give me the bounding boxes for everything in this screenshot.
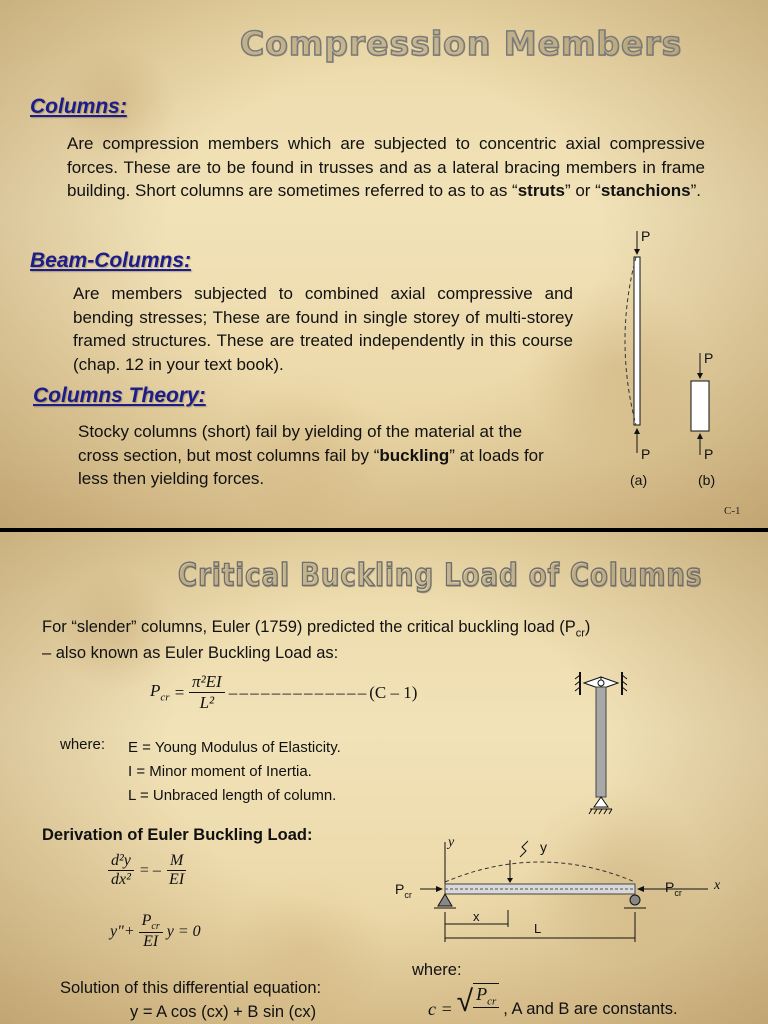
intro-line2: – also known as Euler Buckling Load as: bbox=[42, 644, 339, 662]
deflected-curve bbox=[445, 862, 635, 882]
euler-column-figure bbox=[570, 667, 640, 817]
eq2-suffix: y = 0 bbox=[166, 922, 201, 940]
definitions-list bbox=[128, 736, 341, 808]
formula-lhs-sub: cr bbox=[160, 691, 170, 704]
slide-critical-buckling bbox=[0, 532, 768, 1024]
pcr-right-text: P bbox=[665, 879, 675, 895]
formula-numerator: π²EI bbox=[189, 672, 225, 693]
euler-column bbox=[596, 687, 606, 797]
formula-dashes: – – – – – – – – – – – – – bbox=[228, 682, 366, 702]
column-a bbox=[634, 257, 640, 425]
buckling-term: buckling bbox=[379, 445, 450, 465]
columns-text-mid: ” or “ bbox=[564, 181, 601, 200]
eq1-num-left: d²y bbox=[108, 852, 134, 871]
beam-x-dim-label: x bbox=[473, 909, 480, 924]
formula-tag: (C – 1) bbox=[369, 682, 418, 702]
formula-equals: = bbox=[173, 682, 186, 702]
eq1-num-right: M bbox=[167, 852, 186, 871]
columns-text-end: ”. bbox=[690, 181, 701, 200]
load-label-a-top: P bbox=[641, 228, 651, 244]
slide-title: Compression Members bbox=[240, 24, 683, 63]
eq1-equals: = – bbox=[139, 861, 161, 879]
formula-lhs: P bbox=[150, 681, 161, 701]
intro-subscript: cr bbox=[575, 627, 585, 640]
solution-equation: y = A cos (cx) + B sin (cx) bbox=[130, 1003, 317, 1021]
load-label-b-bottom: P bbox=[704, 446, 714, 462]
theory-text-end: ” at loads for less then yielding forces. bbox=[78, 445, 544, 488]
c-symbol: c = bbox=[428, 999, 453, 1019]
struts-term: struts bbox=[517, 181, 565, 200]
column-b bbox=[691, 381, 709, 431]
beam-columns-heading: Beam-Columns: bbox=[30, 249, 192, 272]
pcr-left-text: P bbox=[395, 881, 405, 897]
c-definition bbox=[428, 979, 678, 1020]
intro-line1: For “slender” columns, Euler (1759) predicted the critical buckling load (P bbox=[42, 618, 576, 636]
c-num-sub: cr bbox=[487, 995, 497, 1008]
load-label-a-bottom: P bbox=[641, 446, 651, 462]
load-label-b-top: P bbox=[704, 350, 714, 366]
formula-fraction bbox=[189, 672, 225, 713]
eq2-den: EI bbox=[143, 933, 159, 951]
columns-theory-paragraph bbox=[78, 420, 566, 491]
where-label-2: where: bbox=[412, 961, 462, 979]
beam-pcr-left bbox=[395, 881, 412, 900]
formula-denominator: L² bbox=[199, 693, 215, 712]
intro-text bbox=[42, 618, 732, 639]
definition-L: L = Unbraced length of column. bbox=[128, 787, 337, 804]
definition-I: I = Minor moment of Inertia. bbox=[128, 763, 312, 780]
derivation-heading: Derivation of Euler Buckling Load: bbox=[42, 826, 313, 844]
stanchions-term: stanchions bbox=[600, 181, 691, 200]
euler-formula bbox=[150, 672, 417, 713]
beam-columns-paragraph: Are members subjected to combined axial compressive and bending stresses; These are found in single storey of multi-storey framed structures. These are treated independently in this course (chap. 12 in your text book). bbox=[73, 284, 573, 374]
columns-theory-heading: Columns Theory: bbox=[33, 384, 206, 407]
figure-label-a: (a) bbox=[630, 472, 648, 488]
figure-label-b: (b) bbox=[698, 472, 716, 488]
beam-x-axis-label: x bbox=[714, 878, 721, 893]
beam-y-curve-label: y bbox=[540, 839, 547, 855]
beam-y-axis-label: y bbox=[448, 835, 455, 850]
definition-E: E = Young Modulus of Elasticity. bbox=[128, 739, 341, 756]
columns-heading: Columns: bbox=[30, 95, 127, 118]
pcr-left-sub: cr bbox=[404, 889, 412, 900]
column-buckling-figure bbox=[600, 225, 750, 495]
beam-L-dim-label: L bbox=[534, 921, 542, 936]
columns-paragraph bbox=[67, 132, 705, 203]
differential-equation-2 bbox=[110, 912, 201, 951]
where-label: where: bbox=[60, 736, 106, 753]
slide-title: Critical Buckling Load of Columns bbox=[178, 558, 703, 594]
eq1-den-right: EI bbox=[169, 871, 185, 888]
beam-pcr-right bbox=[665, 879, 682, 898]
pcr-right-sub: cr bbox=[674, 887, 682, 898]
c-num: P bbox=[476, 983, 488, 1004]
eq2-num-sub: cr bbox=[151, 921, 160, 933]
differential-equation-1 bbox=[108, 852, 186, 889]
solution-label: Solution of this differential equation: bbox=[60, 979, 322, 997]
sqrt-sign: √ bbox=[456, 984, 474, 1018]
eq2-num: P bbox=[141, 912, 152, 929]
eq1-den-left: dx² bbox=[111, 871, 131, 888]
theory-text: Stocky columns (short) fail by yielding of the material at the cross section, but most columns fail by “ bbox=[78, 422, 523, 465]
c-rest: , A and B are constants. bbox=[503, 1000, 678, 1018]
columns-text: Are compression members which are subjected to concentric axial compressive forces. These are to be found in trusses and as a lateral bracing members in frame building. Short columns are sometimes referred to as to as “ bbox=[67, 134, 705, 200]
page-code: C-1 bbox=[724, 505, 741, 517]
eq2-prefix: y"+ bbox=[110, 922, 135, 940]
intro-close: ) bbox=[584, 618, 591, 636]
